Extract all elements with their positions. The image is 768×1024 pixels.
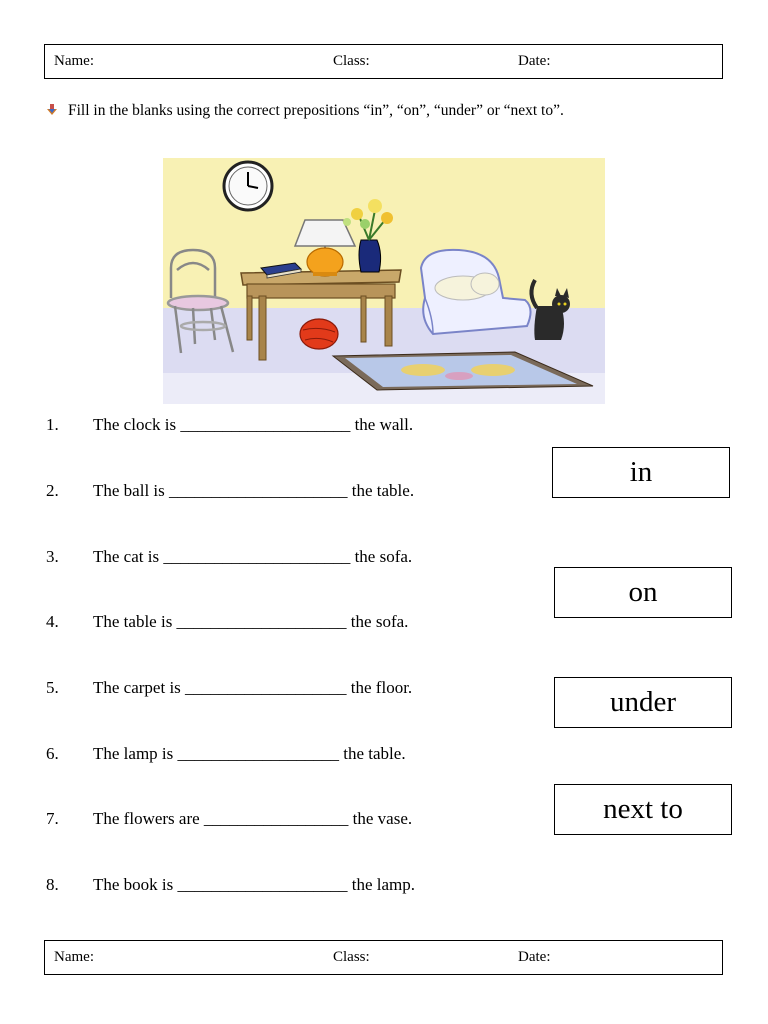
question-text: The lamp is ___________________ the table. bbox=[93, 744, 406, 763]
question-1 bbox=[46, 415, 413, 435]
word-box-in bbox=[552, 447, 730, 498]
question-5 bbox=[46, 678, 412, 698]
question-number: 8. bbox=[46, 875, 59, 894]
question-number: 4. bbox=[46, 612, 59, 631]
class-label: Class: bbox=[333, 53, 370, 69]
question-text: The carpet is ___________________ the floor. bbox=[93, 678, 413, 697]
question-text: The clock is ____________________ the wall. bbox=[93, 415, 414, 434]
question-text: The ball is _____________________ the table. bbox=[93, 481, 415, 500]
word-next-to: next to bbox=[603, 793, 683, 825]
question-3 bbox=[46, 547, 412, 567]
question-text: The flowers are _________________ the vase. bbox=[93, 809, 413, 828]
question-number: 7. bbox=[46, 809, 59, 828]
word-in: in bbox=[629, 456, 653, 488]
question-number: 3. bbox=[46, 547, 59, 566]
question-6 bbox=[46, 744, 406, 764]
question-2 bbox=[46, 481, 414, 501]
date-label: Date: bbox=[518, 53, 551, 69]
question-text: The book is ____________________ the lamp. bbox=[93, 875, 416, 894]
date-label: Date: bbox=[518, 949, 551, 965]
name-label: Name: bbox=[54, 53, 94, 69]
question-number: 5. bbox=[46, 678, 59, 697]
clock-icon bbox=[224, 162, 272, 210]
question-number: 1. bbox=[46, 415, 59, 434]
question-8 bbox=[46, 875, 415, 895]
question-text: The table is ____________________ the sofa. bbox=[93, 612, 409, 631]
question-7 bbox=[46, 809, 412, 829]
instruction bbox=[46, 102, 564, 120]
room-illustration bbox=[163, 158, 605, 404]
word-on: on bbox=[628, 576, 658, 608]
header-box-top bbox=[44, 44, 723, 79]
word-box-under bbox=[554, 677, 732, 728]
arrow-down-bullet-icon bbox=[46, 104, 58, 116]
name-label: Name: bbox=[54, 949, 94, 965]
question-number: 6. bbox=[46, 744, 59, 763]
word-box-on bbox=[554, 567, 732, 618]
word-under: under bbox=[609, 686, 677, 718]
question-4 bbox=[46, 612, 408, 632]
question-text: The cat is ______________________ the sofa. bbox=[93, 547, 413, 566]
instruction-text: Fill in the blanks using the correct prepositions “in”, “on”, “under” or “next to”. bbox=[68, 102, 564, 119]
ball-icon bbox=[300, 319, 338, 349]
question-number: 2. bbox=[46, 481, 59, 500]
header-box-bottom bbox=[44, 940, 723, 975]
class-label: Class: bbox=[333, 949, 370, 965]
word-box-next-to bbox=[554, 784, 732, 835]
